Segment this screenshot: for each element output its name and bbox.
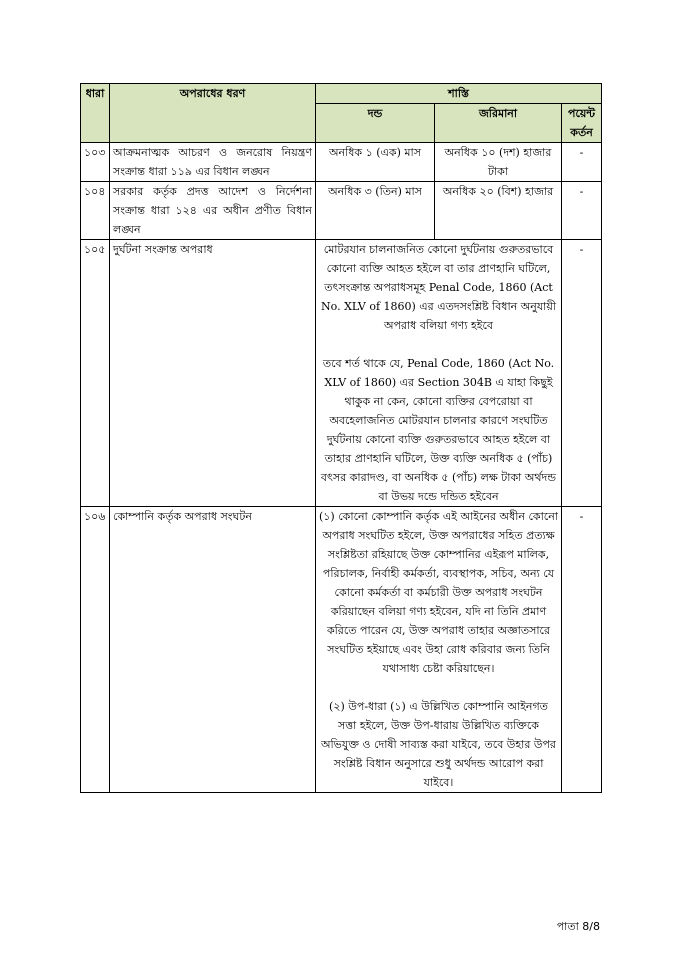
punishment-paragraph: মোটরযান চালনাজনিত কোনো দুর্ঘটনায় গুরুতরভাবে কোনো ব্যক্তি আহত হইলে বা তার প্রাণহানি ঘটিলে, তৎসংক্রান্ত অপরাধসমূহ Penal Code, 1860 (Act No. XLV of 1860) এর এতদসংশ্লিষ্ট বিধান অনুযায়ী অপরাধ বলিয়া গণ্য হইবে	[321, 243, 556, 332]
punishment-text	[316, 507, 562, 793]
punishment-subsection-1: (১) কোনো কোম্পানি কর্তৃক এই আইনের অধীন কোনো অপরাধ সংঘটিত হইলে, উক্ত অপরাধের সহিত প্রত্যক্ষ সংশ্লিষ্টতা রহিয়াছে উক্ত কোম্পানির এইরূপ মালিক, পরিচালক, নির্বাহী কর্মকর্তা, ব্যবস্থাপক, সচিব, অন্য যে কোনো কর্মকর্তা বা কর্মচারী উক্ত অপরাধ সংঘটন করিয়াছেন বলিয়া গণ্য হইবেন, যদি না তিনি প্রমাণ করিতে পারেন যে, উক্ত অপরাধ তাহার অজ্ঞাতসারে সংঘটিত হইয়াছে এবং উহা রোধ করিবার জন্য তিনি যথাসাধ্য চেষ্টা করিয়াছেন।	[319, 510, 558, 675]
offence-punishment-table	[80, 83, 602, 793]
header-point-deduction: পয়েন্ট কর্তন	[562, 104, 602, 143]
punishment-proviso: তবে শর্ত থাকে যে, Penal Code, 1860 (Act No. XLV of 1860) এর Section 304B এ যাহা কিছুই থাকুক না কেন, কোনো ব্যক্তির বেপরোয়া বা অবহেলাজনিত মোটরযান চালনার কারণে সংঘটিত দুর্ঘটনায় কোনো ব্যক্তি গুরুতরভাবে আহত হইলে বা তাহার প্রাণহানি ঘটিলে, উক্ত ব্যক্তি অনধিক ৫ (পাঁচ) বৎসর কারাদণ্ড, বা অনধিক ৫ (পাঁচ) লক্ষ টাকা অর্থদন্ড বা উভয় দন্ডে দন্ডিত হইবেন	[320, 357, 557, 503]
header-fine: জরিমানা	[435, 104, 562, 143]
section-number: ১০৩	[81, 143, 110, 182]
table-row	[81, 182, 602, 240]
table-row	[81, 240, 602, 507]
penalty-cell: অনধিক ১ (এক) মাস	[316, 143, 435, 182]
punishment-text	[316, 240, 562, 507]
page-number: পাতা 8/8	[556, 920, 600, 933]
punishment-subsection-2: (২) উপ-ধারা (১) এ উল্লিখিত কোম্পানি আইনগত সত্তা হইলে, উক্ত উপ-ধারায় উল্লিখিত ব্যক্তিকে অভিযুক্ত ও দোষী সাব্যস্ত করা যাইবে, তবে উহার উপর সংশ্লিষ্ট বিধান অনুসারে শুধু অর্থদন্ড আরোপ করা যাইবে।	[321, 700, 556, 789]
section-number: ১০৫	[81, 240, 110, 507]
header-offence-type: অপরাধের ধরণ	[110, 84, 316, 143]
points-cell: -	[562, 507, 602, 793]
points-cell: -	[562, 182, 602, 240]
penalty-cell: অনধিক ৩ (তিন) মাস	[316, 182, 435, 240]
offence-description: আক্রমনাত্মক আচরণ ও জনরোষ নিয়ন্ত্রণ সংক্রান্ত ধারা ১১৯ এর বিধান লঙ্ঘন	[110, 143, 316, 182]
section-number: ১০৬	[81, 507, 110, 793]
offence-description: কোম্পানি কর্তৃক অপরাধ সংঘটন	[110, 507, 316, 793]
points-cell: -	[562, 240, 602, 507]
table-row	[81, 507, 602, 793]
fine-cell: অনধিক ২০ (বিশ) হাজার	[435, 182, 562, 240]
header-penalty: দন্ড	[316, 104, 435, 143]
offence-description: সরকার কর্তৃক প্রদত্ত আদেশ ও নির্দেশনা সংক্রান্ত ধারা ১২৪ এর অধীন প্রণীত বিধান লঙ্ঘন	[110, 182, 316, 240]
points-cell: -	[562, 143, 602, 182]
table-row	[81, 143, 602, 182]
header-section: ধারা	[81, 84, 110, 143]
header-punishment: শাস্তি	[316, 84, 602, 104]
fine-cell: অনধিক ১০ (দশ) হাজার টাকা	[435, 143, 562, 182]
offence-description: দুর্ঘটনা সংক্রান্ত অপরাধ	[110, 240, 316, 507]
section-number: ১০৪	[81, 182, 110, 240]
